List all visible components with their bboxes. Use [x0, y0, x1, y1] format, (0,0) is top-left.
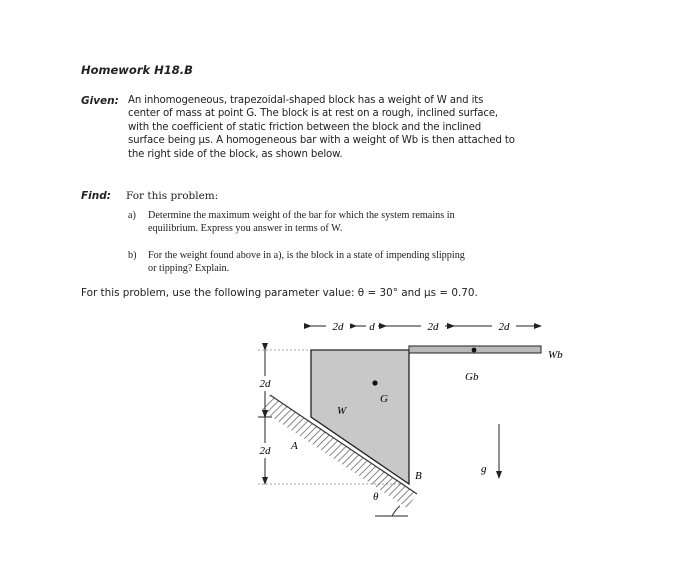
given-line: the right side of the block, as shown below. [128, 148, 343, 160]
label-b: B [415, 470, 422, 482]
given-label: Given: [81, 95, 119, 107]
label-a: A [291, 440, 298, 452]
dim-label-d: d [369, 321, 375, 333]
bar-center-gb [472, 348, 477, 353]
top-dimension-line [311, 319, 541, 333]
given-line: surface being μs. A homogeneous bar with a weight of Wb is then attached to [128, 135, 515, 147]
dim-label-2d: 2d [332, 321, 344, 333]
dim-label-2d: 2d [427, 321, 439, 333]
angle-marker [375, 506, 408, 516]
item-marker: a) [128, 210, 136, 221]
parameter-line: For this problem, use the following parameter value: θ = 30° and μs = 0.70. [81, 287, 478, 299]
homework-title: Homework H18.B [81, 63, 193, 77]
label-g-gravity: g [481, 463, 487, 475]
label-gb: Gb [465, 371, 479, 383]
center-of-mass-g [372, 380, 377, 385]
given-line: An inhomogeneous, trapezoidal-shaped block has a weight of W and its [128, 95, 484, 106]
label-theta: θ [373, 491, 379, 503]
label-wb: Wb [548, 349, 563, 361]
given-line: center of mass at point G. The block is at rest on a rough, inclined surface, [128, 108, 499, 120]
label-g: G [380, 393, 388, 405]
find-label: Find: [81, 190, 111, 202]
item-line: or tipping? Explain. [148, 262, 230, 274]
item-line: For the weight found above in a), is the block in a state of impending slipping [148, 250, 465, 261]
item-marker: b) [128, 250, 137, 261]
dim-label-2d: 2d [498, 321, 510, 333]
item-line: Determine the maximum weight of the bar for which the system remains in [148, 210, 455, 221]
find-intro: For this problem: [126, 190, 219, 202]
label-w: W [337, 405, 347, 417]
item-line: equilibrium. Express you answer in terms of W. [148, 222, 343, 234]
given-line: with the coefficient of static friction between the block and the inclined [128, 121, 482, 133]
dim-label-2d: 2d [259, 445, 271, 457]
dim-label-2d: 2d [259, 378, 271, 390]
